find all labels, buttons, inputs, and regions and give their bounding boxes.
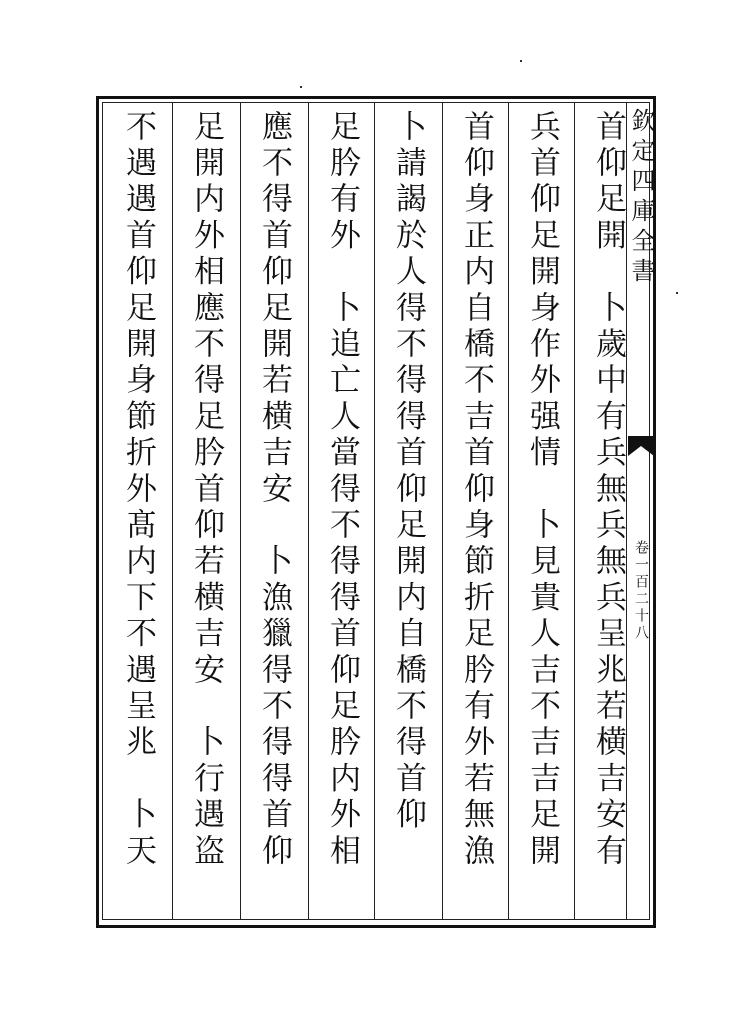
text-column-8: 不遇遇首仰足開身節折外髙内下不遇呈兆 卜天 (120, 110, 156, 871)
scan-speck (300, 86, 302, 88)
column-rule (240, 103, 241, 919)
column-rule (442, 103, 443, 919)
column-rule (374, 103, 375, 919)
text-column-6: 應不得首仰足開若横吉安 卜漁獵得不得得首仰 (256, 110, 292, 871)
column-rule (574, 103, 575, 919)
text-column-4: 卜請謁於人得不得得首仰足開内自橋不得首仰 (390, 110, 426, 834)
text-column-5: 足肣有外 卜追亡人當得不得得首仰足肣内外相 (324, 110, 360, 871)
text-column-3: 首仰身正内自橋不吉首仰身節折足肣有外若無漁 (458, 110, 494, 871)
column-rule (308, 103, 309, 919)
scan-speck (520, 60, 522, 62)
page-margin-strip (626, 100, 656, 920)
fishtail-mark-icon (626, 432, 656, 462)
column-rule (508, 103, 509, 919)
book-title: 欽定四庫全書 (627, 108, 655, 288)
column-rule (172, 103, 173, 919)
volume-number: 卷一百二十八 (633, 540, 649, 642)
scan-speck (676, 292, 678, 294)
text-column-7: 足開内外相應不得足肣首仰若横吉安 卜行遇盗 (188, 110, 224, 871)
text-column-1: 首仰足開 卜歲中有兵無兵無兵呈兆若横吉安有 (590, 110, 626, 871)
text-column-2: 兵首仰足開身作外强情 卜見貴人吉不吉吉足開 (524, 110, 560, 871)
